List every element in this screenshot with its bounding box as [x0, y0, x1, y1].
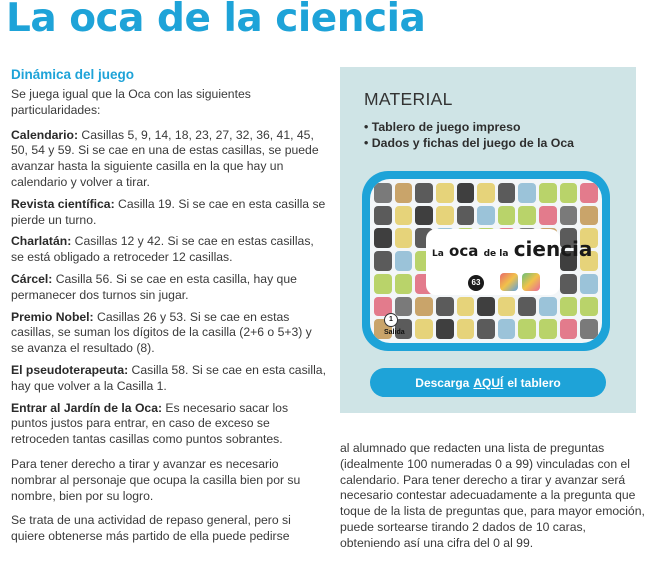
- rule-label: El pseudoterapeuta:: [11, 362, 129, 377]
- board-square: [580, 274, 598, 294]
- start-label: Salida: [384, 329, 405, 336]
- game-board-image: [362, 171, 610, 351]
- material-panel: [340, 67, 636, 413]
- rule-text: Casilla 56. Si se cae en esta casilla, hay que permanecer dos turnos sin jugar.: [11, 271, 297, 302]
- board-logo: [432, 237, 593, 261]
- board-square: [580, 297, 598, 317]
- rule-label: Revista científica:: [11, 196, 115, 211]
- board-square: [498, 206, 516, 226]
- board-square: [457, 206, 475, 226]
- board-square: [477, 297, 495, 317]
- board-square: [436, 206, 454, 226]
- board-square: [560, 297, 578, 317]
- game-dynamics-section: [11, 67, 326, 551]
- board-square: [436, 183, 454, 203]
- panel-title: MATERIAL: [364, 89, 453, 109]
- material-list: [364, 119, 574, 151]
- board-square: [580, 319, 598, 339]
- material-item: • Dados y fichas del juego de la Oca: [364, 135, 574, 151]
- board-square: [374, 251, 392, 271]
- board-square: [498, 319, 516, 339]
- board-square: [395, 297, 413, 317]
- dice-icon: [500, 273, 518, 291]
- board-square: [580, 183, 598, 203]
- board-square: [415, 297, 433, 317]
- section-title: Dinámica del juego: [11, 67, 135, 82]
- download-link[interactable]: AQUÍ: [473, 375, 504, 390]
- logo-ciencia: ciencia: [513, 237, 593, 261]
- logo-oca: oca: [449, 242, 479, 260]
- board-square: [539, 183, 557, 203]
- board-square: [580, 206, 598, 226]
- board-square: [436, 319, 454, 339]
- board-square: [560, 206, 578, 226]
- board-square: [477, 319, 495, 339]
- board-square: [395, 183, 413, 203]
- board-square: [374, 183, 392, 203]
- board-square: [498, 183, 516, 203]
- board-square: [395, 228, 413, 248]
- board-square: [560, 183, 578, 203]
- download-board-button[interactable]: [370, 368, 606, 397]
- review-paragraph: Se trata de una actividad de repaso general, pero si quiere obtenerse más partido de ella puede pedirse: [11, 513, 291, 544]
- logo-la: La: [432, 249, 444, 259]
- rule-pseudoterapeuta: [11, 363, 326, 395]
- board-square: [560, 319, 578, 339]
- intro-paragraph: Se juega igual que la Oca con las siguientes particularidades:: [11, 87, 251, 117]
- board-square: [477, 206, 495, 226]
- rule-text: Casilla 58. Si se cae en esta casilla, hay que volver a la Casilla 1.: [11, 362, 326, 393]
- board-square: [395, 274, 413, 294]
- rule-carcel: [11, 272, 326, 304]
- questions-paragraph: al alumnado que redacten una lista de preguntas (idealmente 100 numeradas 0 a 99) vinculadas con el calendario. Para tener derecho a tirar y avanzar será necesario contestar adecuadamente a la pregunta que toque de la lista de preguntas que, para mayor emoción, puede sortearse tirando 2 dados de 10 caras, obteniendo así una cifra del 0 al 99.: [340, 441, 645, 550]
- rule-text: Casilla 19. Si se cae en esta casilla se pierde un turno.: [11, 196, 326, 227]
- rule-charlatan: [11, 234, 326, 266]
- board-square: [457, 183, 475, 203]
- board-square: [457, 297, 475, 317]
- board-badge-1: 1: [384, 313, 398, 327]
- rule-calendario: [11, 128, 326, 191]
- dice-icon: [522, 273, 540, 291]
- board-square: [518, 206, 536, 226]
- board-square: [374, 274, 392, 294]
- download-text-after: el tablero: [507, 375, 561, 390]
- rule-text: Casillas 26 y 53. Si se cae en estas casillas, se suman los dígitos de la casilla (2+6 o 5+3) y se avanza el resultado (8).: [11, 309, 312, 356]
- rule-revista: [11, 197, 326, 229]
- board-badge-63: 63: [468, 275, 484, 291]
- board-square: [415, 319, 433, 339]
- download-text-before: Descarga: [415, 375, 470, 390]
- rule-label: Entrar al Jardín de la Oca:: [11, 400, 163, 415]
- board-square: [415, 183, 433, 203]
- logo-dela: de la: [483, 249, 509, 259]
- rule-label: Charlatán:: [11, 234, 72, 249]
- name-paragraph: Para tener derecho a tirar y avanzar es necesario nombrar al personaje que ocupa la casilla bien por su nombre, bien por su logro.: [11, 456, 301, 503]
- board-square: [539, 206, 557, 226]
- rule-text: Es necesario sacar los puntos justos para entrar, en caso de exceso se retroceden tantas casillas como puntos sobrantes.: [11, 400, 289, 447]
- rule-nobel: [11, 310, 326, 357]
- rule-text: Casillas 12 y 42. Si se cae en estas casillas, se está obligado a retroceder 12 casillas.: [11, 234, 314, 265]
- board-square: [498, 297, 516, 317]
- rule-jardin: [11, 401, 326, 448]
- board-square: [560, 274, 578, 294]
- board-square: [436, 297, 454, 317]
- rule-label: Premio Nobel:: [11, 309, 94, 324]
- board-square: [415, 206, 433, 226]
- rule-text: Casillas 5, 9, 14, 18, 23, 27, 32, 36, 41, 45, 50, 54 y 59. Si se cae en una de estas casillas, se puede avanzar hasta la siguiente casilla en la que hay un calendario y volver a tirar.: [11, 127, 319, 189]
- board-square: [395, 251, 413, 271]
- rule-label: Cárcel:: [11, 271, 53, 286]
- board-square: [457, 319, 475, 339]
- material-item: • Tablero de juego impreso: [364, 119, 574, 135]
- board-square: [374, 206, 392, 226]
- board-square: [518, 319, 536, 339]
- page-title: La oca de la ciencia: [6, 0, 426, 41]
- board-square: [374, 228, 392, 248]
- board-square: [477, 183, 495, 203]
- board-inner: [370, 179, 602, 343]
- board-square: [539, 319, 557, 339]
- board-square: [539, 297, 557, 317]
- rule-label: Calendario:: [11, 127, 79, 142]
- board-square: [518, 297, 536, 317]
- board-square: [518, 183, 536, 203]
- board-square: [395, 206, 413, 226]
